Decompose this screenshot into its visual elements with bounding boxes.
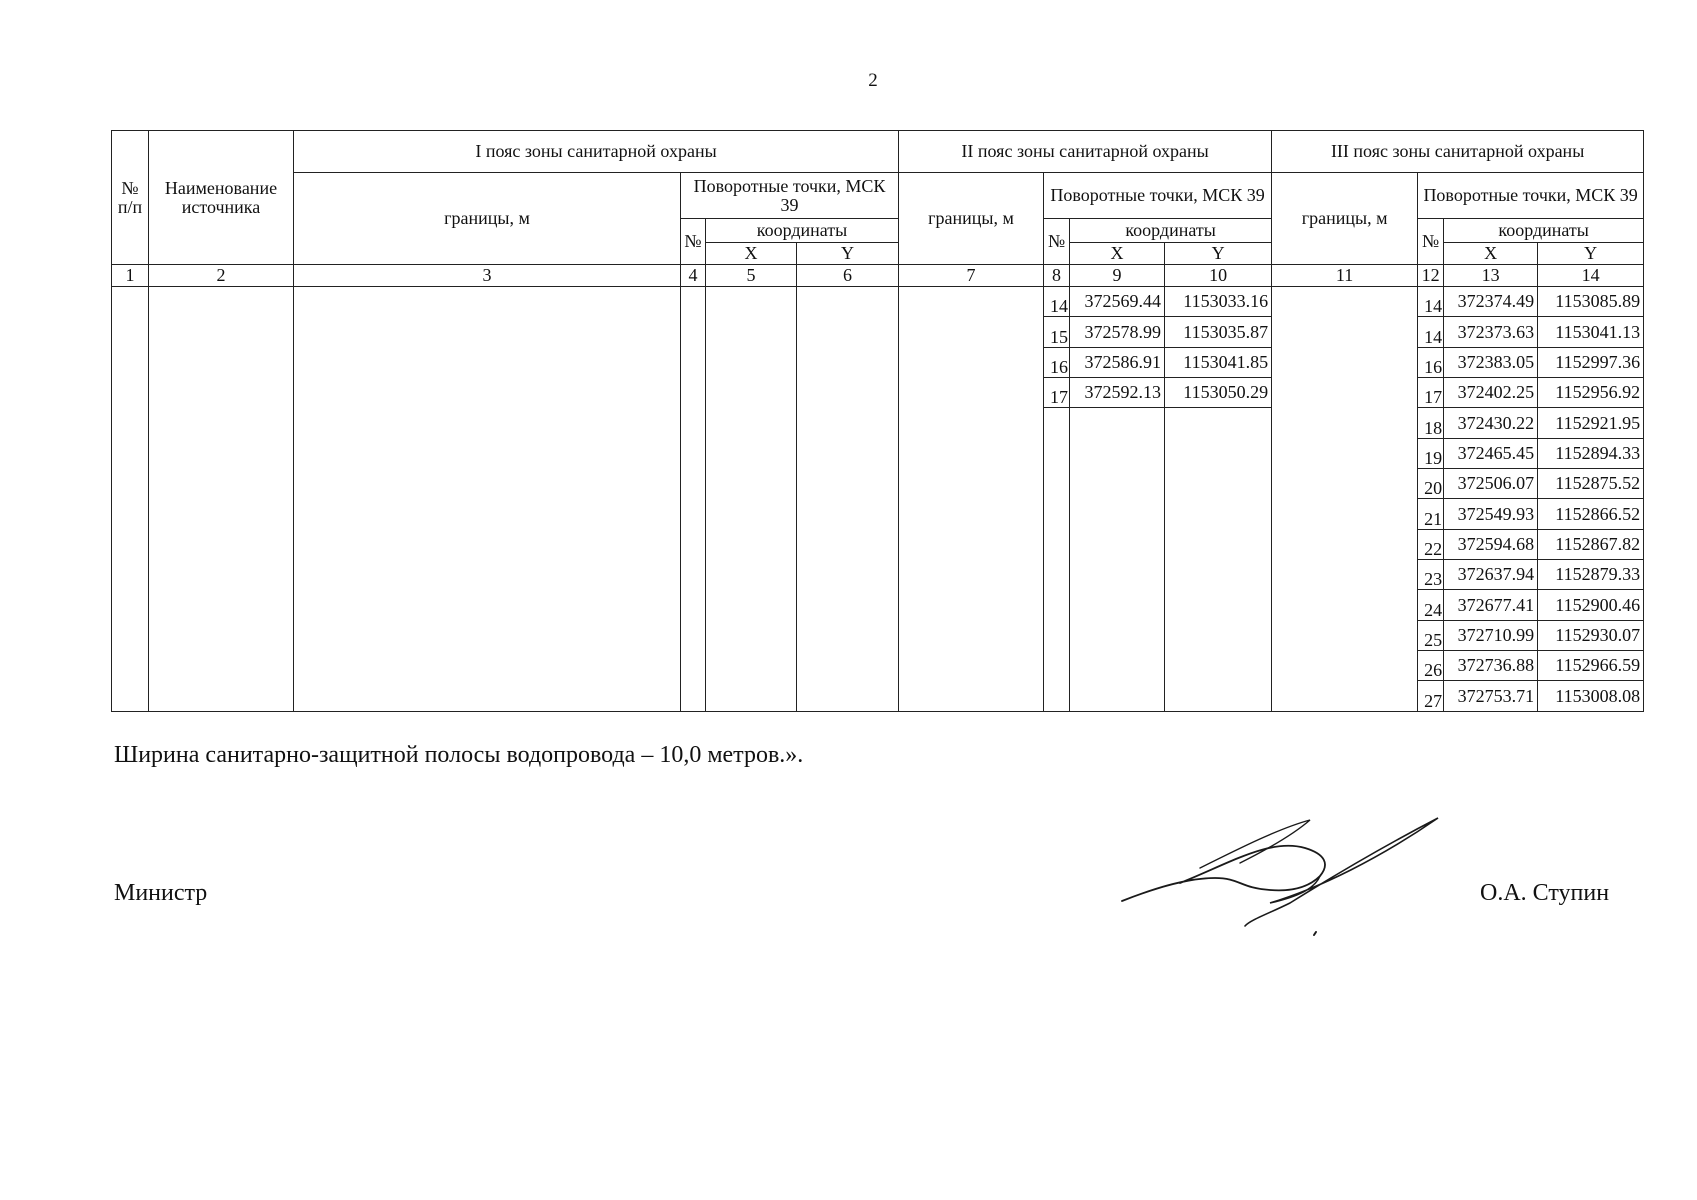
table-cell [294, 620, 681, 650]
column-number: 8 [1044, 265, 1070, 287]
belt3-point-number: 24 [1418, 590, 1444, 620]
table-cell [294, 287, 681, 317]
table-cell [1070, 681, 1165, 712]
table-cell [1272, 287, 1418, 317]
table-cell [706, 317, 797, 347]
table-cell [149, 651, 294, 681]
belt3-y-value: 1152867.82 [1538, 529, 1644, 559]
table-cell [1070, 499, 1165, 529]
table-cell [706, 469, 797, 499]
table-cell [112, 620, 149, 650]
table-cell [706, 651, 797, 681]
table-cell [112, 317, 149, 347]
table-cell [681, 529, 706, 559]
table-cell [681, 651, 706, 681]
table-cell [1272, 651, 1418, 681]
signatory-position: Министр [114, 880, 208, 906]
column-number: 7 [899, 265, 1044, 287]
belt3-y-value: 1152866.52 [1538, 499, 1644, 529]
table-cell [112, 499, 149, 529]
table-row [112, 651, 1644, 681]
table-cell [899, 560, 1044, 590]
table-cell [1165, 590, 1272, 620]
table-cell [797, 347, 899, 377]
table-cell [1070, 529, 1165, 559]
header-coords-1: координаты [706, 219, 899, 243]
column-number: 10 [1165, 265, 1272, 287]
belt3-point-number: 14 [1418, 317, 1444, 347]
belt3-x-value: 372506.07 [1444, 469, 1538, 499]
belt2-x-value: 372569.44 [1070, 287, 1165, 317]
page-number: 2 [868, 70, 878, 91]
table-cell [899, 317, 1044, 347]
table-cell [1165, 469, 1272, 499]
column-number: 6 [797, 265, 899, 287]
header-no-2: № [1044, 219, 1070, 265]
signatory-name: О.А. Ступин [1480, 880, 1610, 906]
table-cell [1272, 681, 1418, 712]
table-cell [112, 347, 149, 377]
table-cell [797, 681, 899, 712]
belt3-y-value: 1152997.36 [1538, 347, 1644, 377]
belt3-y-value: 1152879.33 [1538, 560, 1644, 590]
header-source-name: Наименование источника [149, 131, 294, 265]
table-cell [1272, 590, 1418, 620]
belt3-point-number: 25 [1418, 620, 1444, 650]
table-cell [1044, 620, 1070, 650]
table-cell [681, 287, 706, 317]
table-cell [1272, 347, 1418, 377]
table-cell [681, 408, 706, 438]
table-cell [706, 560, 797, 590]
column-number: 2 [149, 265, 294, 287]
table-cell [706, 408, 797, 438]
belt3-y-value: 1152894.33 [1538, 438, 1644, 468]
belt3-y-value: 1152921.95 [1538, 408, 1644, 438]
table-cell [112, 469, 149, 499]
table-cell [149, 529, 294, 559]
table-cell [681, 620, 706, 650]
belt3-x-value: 372383.05 [1444, 347, 1538, 377]
table-cell [112, 378, 149, 408]
table-cell [149, 620, 294, 650]
table-cell [681, 681, 706, 712]
table-cell [149, 499, 294, 529]
table-row [112, 590, 1644, 620]
belt2-y-value: 1153033.16 [1165, 287, 1272, 317]
column-number: 4 [681, 265, 706, 287]
table-cell [1165, 438, 1272, 468]
table-cell [294, 590, 681, 620]
table-cell [797, 590, 899, 620]
column-number: 1 [112, 265, 149, 287]
header-bounds-1: границы, м [294, 173, 681, 265]
table-cell [1272, 317, 1418, 347]
belt3-point-number: 14 [1418, 287, 1444, 317]
table-cell [706, 529, 797, 559]
table-cell [1165, 681, 1272, 712]
table-cell [681, 499, 706, 529]
table-cell [899, 438, 1044, 468]
belt2-point-number: 16 [1044, 347, 1070, 377]
header-bounds-2: границы, м [899, 173, 1044, 265]
belt3-x-value: 372465.45 [1444, 438, 1538, 468]
table-cell [797, 438, 899, 468]
table-cell [681, 438, 706, 468]
table-cell [706, 347, 797, 377]
table-cell [149, 438, 294, 468]
table-cell [797, 620, 899, 650]
table-cell [681, 378, 706, 408]
belt2-point-number: 17 [1044, 378, 1070, 408]
table-cell [149, 287, 294, 317]
table-cell [797, 378, 899, 408]
belt2-x-value: 372578.99 [1070, 317, 1165, 347]
table-cell [797, 317, 899, 347]
table-cell [149, 590, 294, 620]
table-cell [706, 590, 797, 620]
belt3-point-number: 27 [1418, 681, 1444, 712]
table-cell [149, 469, 294, 499]
table-cell [1165, 408, 1272, 438]
table-cell [149, 347, 294, 377]
header-bounds-3: границы, м [1272, 173, 1418, 265]
table-row [112, 378, 1644, 408]
table-cell [899, 378, 1044, 408]
belt2-y-value: 1153041.85 [1165, 347, 1272, 377]
table-cell [1070, 560, 1165, 590]
belt3-y-value: 1153085.89 [1538, 287, 1644, 317]
belt3-y-value: 1152900.46 [1538, 590, 1644, 620]
table-cell [797, 287, 899, 317]
table-row [112, 317, 1644, 347]
table-cell [899, 590, 1044, 620]
table-cell [149, 317, 294, 347]
belt2-y-value: 1153035.87 [1165, 317, 1272, 347]
column-number: 9 [1070, 265, 1165, 287]
table-cell [706, 378, 797, 408]
table-cell [1044, 651, 1070, 681]
header-y-2: Y [1165, 243, 1272, 265]
table-cell [112, 287, 149, 317]
header-turn-points-2: Поворотные точки, МСК 39 [1044, 173, 1272, 219]
belt3-y-value: 1152930.07 [1538, 620, 1644, 650]
belt3-y-value: 1152956.92 [1538, 378, 1644, 408]
table-cell [899, 408, 1044, 438]
header-y-1: Y [797, 243, 899, 265]
table-cell [899, 469, 1044, 499]
table-row [112, 347, 1644, 377]
table-cell [1272, 469, 1418, 499]
table-cell [294, 438, 681, 468]
table-cell [1044, 560, 1070, 590]
table-cell [706, 287, 797, 317]
table-cell [797, 529, 899, 559]
belt3-y-value: 1152875.52 [1538, 469, 1644, 499]
table-cell [1044, 408, 1070, 438]
belt3-point-number: 18 [1418, 408, 1444, 438]
belt3-point-number: 22 [1418, 529, 1444, 559]
table-cell [797, 469, 899, 499]
header-coords-3: координаты [1444, 219, 1644, 243]
table-row [112, 438, 1644, 468]
table-cell [1070, 620, 1165, 650]
table-cell [1070, 469, 1165, 499]
table-cell [681, 469, 706, 499]
header-turn-points-3: Поворотные точки, МСК 39 [1418, 173, 1644, 219]
column-number: 3 [294, 265, 681, 287]
table-cell [294, 499, 681, 529]
belt3-y-value: 1152966.59 [1538, 651, 1644, 681]
table-row [112, 560, 1644, 590]
table-cell [899, 620, 1044, 650]
sanitary-zone-table [111, 130, 1644, 712]
table-cell [1272, 560, 1418, 590]
belt2-x-value: 372586.91 [1070, 347, 1165, 377]
belt2-point-number: 15 [1044, 317, 1070, 347]
belt3-point-number: 26 [1418, 651, 1444, 681]
table-cell [294, 651, 681, 681]
belt3-x-value: 372710.99 [1444, 620, 1538, 650]
table-cell [1044, 681, 1070, 712]
table-cell [797, 408, 899, 438]
table-cell [294, 378, 681, 408]
table-cell [149, 408, 294, 438]
table-cell [1272, 438, 1418, 468]
table-row [112, 529, 1644, 559]
belt3-point-number: 20 [1418, 469, 1444, 499]
table-cell [1070, 590, 1165, 620]
table-cell [112, 408, 149, 438]
table-cell [294, 469, 681, 499]
belt3-x-value: 372637.94 [1444, 560, 1538, 590]
table-cell [1272, 620, 1418, 650]
belt3-point-number: 21 [1418, 499, 1444, 529]
table-cell [1165, 651, 1272, 681]
table-cell [294, 408, 681, 438]
table-cell [681, 347, 706, 377]
table-cell [706, 499, 797, 529]
header-x-3: X [1444, 243, 1538, 265]
table-cell [294, 560, 681, 590]
table-cell [1165, 560, 1272, 590]
table-cell [1044, 529, 1070, 559]
table-cell [1070, 408, 1165, 438]
header-turn-points-1: Поворотные точки, МСК 39 [681, 173, 899, 219]
column-number: 14 [1538, 265, 1644, 287]
header-y-3: Y [1538, 243, 1644, 265]
belt3-x-value: 372549.93 [1444, 499, 1538, 529]
column-number: 5 [706, 265, 797, 287]
table-cell [706, 438, 797, 468]
table-cell [899, 651, 1044, 681]
belt3-x-value: 372736.88 [1444, 651, 1538, 681]
belt3-x-value: 372677.41 [1444, 590, 1538, 620]
table-cell [1272, 529, 1418, 559]
column-number: 13 [1444, 265, 1538, 287]
table-row [112, 499, 1644, 529]
belt3-x-value: 372373.63 [1444, 317, 1538, 347]
table-cell [294, 529, 681, 559]
header-belt-1: I пояс зоны санитарной охраны [294, 131, 899, 173]
table-cell [112, 438, 149, 468]
header-coords-2: координаты [1070, 219, 1272, 243]
table-cell [1070, 651, 1165, 681]
table-row [112, 620, 1644, 650]
table-cell [706, 681, 797, 712]
table-cell [681, 317, 706, 347]
table-cell [1044, 499, 1070, 529]
table-cell [149, 681, 294, 712]
table-cell [112, 560, 149, 590]
table-cell [112, 529, 149, 559]
table-cell [294, 681, 681, 712]
belt3-y-value: 1153041.13 [1538, 317, 1644, 347]
table-cell [1272, 378, 1418, 408]
belt3-point-number: 19 [1418, 438, 1444, 468]
handwritten-signature [1120, 808, 1450, 938]
width-note: Ширина санитарно-защитной полосы водопровода – 10,0 метров.». [114, 742, 804, 768]
table-cell [149, 560, 294, 590]
table-row [112, 408, 1644, 438]
belt2-point-number: 14 [1044, 287, 1070, 317]
table-cell [1272, 408, 1418, 438]
table-row [112, 287, 1644, 317]
table-cell [899, 529, 1044, 559]
table-cell [899, 499, 1044, 529]
table-cell [149, 378, 294, 408]
table-row [112, 681, 1644, 712]
belt3-x-value: 372374.49 [1444, 287, 1538, 317]
belt2-y-value: 1153050.29 [1165, 378, 1272, 408]
table-cell [899, 287, 1044, 317]
header-no-3: № [1418, 219, 1444, 265]
belt3-point-number: 23 [1418, 560, 1444, 590]
column-number-row [112, 265, 1644, 287]
table-cell [1165, 620, 1272, 650]
table-cell [797, 651, 899, 681]
belt3-x-value: 372594.68 [1444, 529, 1538, 559]
table-cell [1272, 499, 1418, 529]
table-cell [1070, 438, 1165, 468]
table-row [112, 469, 1644, 499]
header-no-1: № [681, 219, 706, 265]
belt3-point-number: 16 [1418, 347, 1444, 377]
table-cell [681, 560, 706, 590]
table-cell [112, 651, 149, 681]
table-cell [681, 590, 706, 620]
header-num: № п/п [112, 131, 149, 265]
belt3-y-value: 1153008.08 [1538, 681, 1644, 712]
table-cell [112, 681, 149, 712]
table-cell [294, 317, 681, 347]
table-cell [294, 347, 681, 377]
belt3-x-value: 372430.22 [1444, 408, 1538, 438]
belt3-point-number: 17 [1418, 378, 1444, 408]
table-cell [1044, 438, 1070, 468]
header-x-1: X [706, 243, 797, 265]
belt2-x-value: 372592.13 [1070, 378, 1165, 408]
table-cell [797, 560, 899, 590]
belt3-x-value: 372402.25 [1444, 378, 1538, 408]
table-cell [1165, 499, 1272, 529]
belt3-x-value: 372753.71 [1444, 681, 1538, 712]
header-belt-2: II пояс зоны санитарной охраны [899, 131, 1272, 173]
table-cell [1044, 590, 1070, 620]
header-x-2: X [1070, 243, 1165, 265]
table-cell [899, 347, 1044, 377]
table-cell [1044, 469, 1070, 499]
table-cell [706, 620, 797, 650]
table-cell [797, 499, 899, 529]
column-number: 12 [1418, 265, 1444, 287]
column-number: 11 [1272, 265, 1418, 287]
table-cell [1165, 529, 1272, 559]
table-cell [899, 681, 1044, 712]
table-cell [112, 590, 149, 620]
header-belt-3: III пояс зоны санитарной охраны [1272, 131, 1644, 173]
